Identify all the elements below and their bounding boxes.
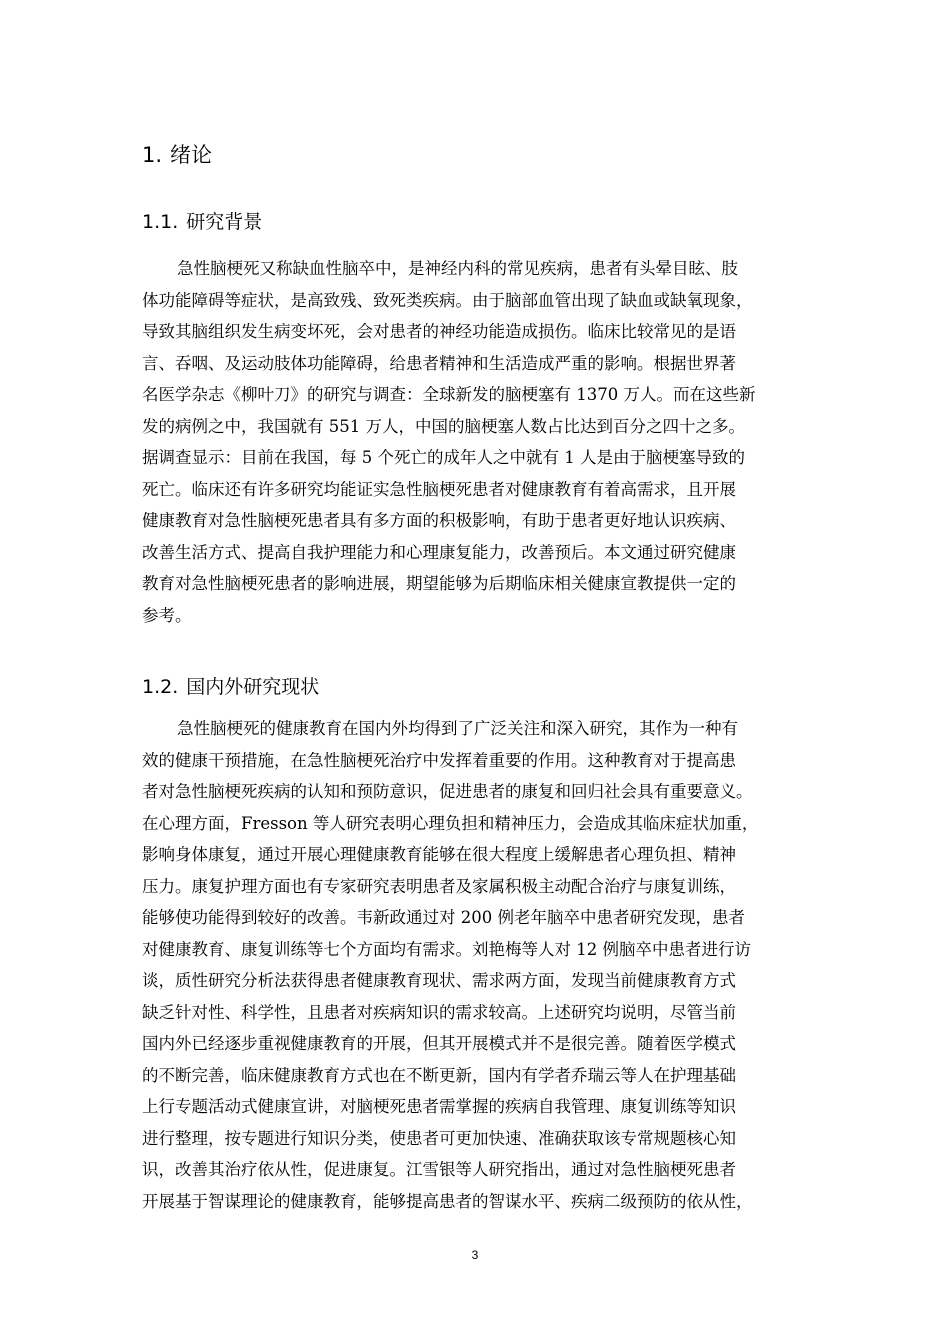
- page-number: 3: [471, 1248, 479, 1262]
- text-line: 识，改善其治疗依从性，促进康复。江雪银等人研究指出，通过对急性脑梗死患者: [142, 1160, 736, 1179]
- text-line: 对健康教育、康复训练等七个方面均有需求。刘艳梅等人对 12 例脑卒中患者进行访: [142, 939, 751, 959]
- text-line: 健康教育对急性脑梗死患者具有多方面的积极影响，有助于患者更好地认识疾病、: [142, 511, 736, 530]
- text-line: 压力。康复护理方面也有专家研究表明患者及家属积极主动配合治疗与康复训练，: [142, 876, 736, 896]
- text-line: 体功能障碍等症状，是高致残、致死类疾病。由于脑部血管出现了缺血或缺氧现象，: [142, 290, 753, 310]
- paragraph-research-status: [142, 713, 862, 1217]
- section-title: 国内外研究现状: [186, 676, 320, 698]
- text-line: 教育对急性脑梗死患者的影响进展，期望能够为后期临床相关健康宣教提供一定的: [142, 574, 736, 593]
- text-line: 影响身体康复，通过开展心理健康教育能够在很大程度上缓解患者心理负担、精神: [142, 845, 736, 864]
- text-line: 进行整理，按专题进行知识分类，使患者可更加快速、准确获取该专常规题核心知: [142, 1128, 736, 1148]
- section-heading-background: [142, 208, 262, 236]
- text-line: 上行专题活动式健康宣讲，对脑梗死患者需掌握的疾病自我管理、康复训练等知识: [142, 1097, 736, 1116]
- text-line: 言、吞咽、及运动肢体功能障碍，给患者精神和生活造成严重的影响。根据世界著: [142, 353, 736, 373]
- text-line: 急性脑梗死的健康教育在国内外均得到了广泛关注和深入研究，其作为一种有: [177, 719, 738, 738]
- text-line: 参考。: [142, 605, 192, 625]
- paragraph-background: [142, 253, 862, 631]
- section-title: 研究背景: [186, 211, 263, 233]
- section-number: 1.2.: [142, 676, 179, 698]
- chapter-title: 绪论: [170, 143, 213, 167]
- text-line: 导致其脑组织发生病变坏死，会对患者的神经功能造成损伤。临床比较常见的是语: [142, 322, 736, 341]
- text-line: 名医学杂志《柳叶刀》的研究与调查：全球新发的脑梗塞有 1370 万人。而在这些新: [142, 385, 756, 404]
- text-line: 据调查显示：目前在我国，每 5 个死亡的成年人之中就有 1 人是由于脑梗塞导致的: [142, 448, 745, 467]
- text-line: 死亡。临床还有许多研究均能证实急性脑梗死患者对健康教育有着高需求，且开展: [142, 479, 736, 499]
- chapter-number: 1.: [142, 143, 163, 167]
- section-heading-research-status: [142, 673, 319, 701]
- text-line: 改善生活方式、提高自我护理能力和心理康复能力，改善预后。本文通过研究健康: [142, 542, 736, 562]
- text-line: 者对急性脑梗死疾病的认知和预防意识，促进患者的康复和回归社会具有重要意义。: [142, 782, 753, 801]
- text-line: 发的病例之中，我国就有 551 万人，中国的脑梗塞人数占比达到百分之四十之多。: [142, 416, 745, 436]
- text-line: 缺乏针对性、科学性，且患者对疾病知识的需求较高。上述研究均说明，尽管当前: [142, 1002, 736, 1022]
- text-line: 的不断完善，临床健康教育方式也在不断更新，国内有学者乔瑞云等人在护理基础: [142, 1065, 736, 1085]
- text-line: 国内外已经逐步重视健康教育的开展，但其开展模式并不是很完善。随着医学模式: [142, 1034, 736, 1053]
- text-line: 开展基于智谋理论的健康教育，能够提高患者的智谋水平、疾病二级预防的依从性，: [142, 1191, 753, 1211]
- section-number: 1.1.: [142, 211, 179, 233]
- text-line: 效的健康干预措施，在急性脑梗死治疗中发挥着重要的作用。这种教育对于提高患: [142, 750, 736, 770]
- text-line: 在心理方面，Fresson 等人研究表明心理负担和精神压力，会造成其临床症状加重，: [142, 813, 759, 833]
- text-line: 谈，质性研究分析法获得患者健康教育现状、需求两方面，发现当前健康教育方式: [142, 971, 736, 990]
- text-line: 急性脑梗死又称缺血性脑卒中，是神经内科的常见疾病，患者有头晕目眩、肢: [177, 259, 738, 278]
- chapter-heading: [142, 140, 212, 170]
- text-line: 能够使功能得到较好的改善。韦新政通过对 200 例老年脑卒中患者研究发现，患者: [142, 908, 745, 927]
